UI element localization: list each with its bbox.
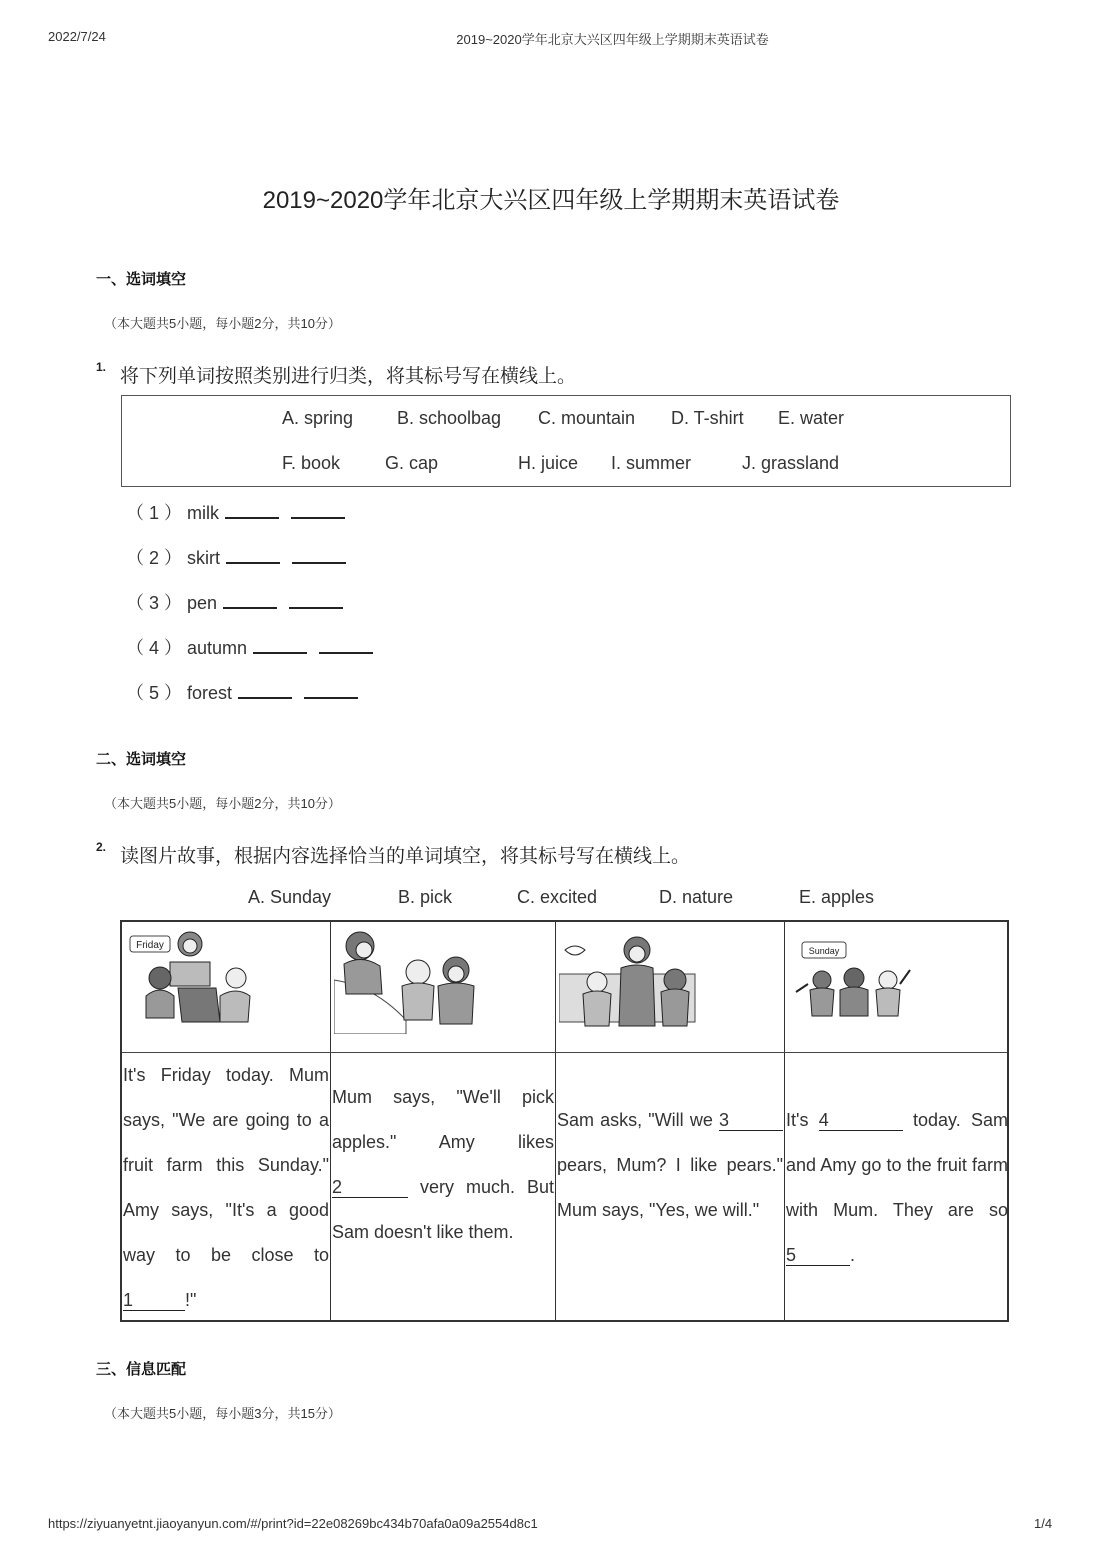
section1-heading: 一、选词填空: [96, 271, 187, 288]
word-option: I. summer: [611, 453, 692, 473]
document-title: 2019~2020学年北京大兴区四年级上学期期末英语试卷: [262, 187, 840, 214]
sunday-farm-picture: [788, 940, 914, 1022]
sub-question-label: （ 1 ） milk: [126, 503, 220, 523]
sub-question-label: （ 4 ） autumn: [126, 638, 248, 658]
section3-note: （本大题共5小题，每小题3分，共15分）: [104, 1406, 341, 1421]
sub-question-label: （ 5 ） forest: [126, 683, 233, 703]
question2-text: 读图片故事，根据内容选择恰当的单词填空，将其标号写在横线上。: [120, 846, 691, 867]
story-text: Mum says, "We'll pick apples." Amy likes: [332, 1087, 554, 1152]
story-cell-4: [785, 1098, 1009, 1278]
farm-question-picture: [559, 928, 699, 1032]
sub-question: [126, 499, 345, 525]
story-text: It's: [786, 1110, 809, 1130]
story-text: pears, Mum? I like pears." Mum says, "Yes, we will.": [557, 1155, 783, 1220]
word-option: B. pick: [398, 887, 453, 907]
section1-note: （本大题共5小题，每小题2分，共10分）: [104, 316, 341, 331]
answer-blank[interactable]: 5: [786, 1245, 850, 1266]
sub-question-label: （ 3 ） pen: [126, 593, 218, 613]
word-option: E. water: [778, 408, 845, 428]
word-option: C. mountain: [538, 408, 636, 428]
page-number: 1/4: [1034, 1516, 1053, 1531]
answer-blank[interactable]: [226, 548, 280, 564]
answer-blank[interactable]: [223, 593, 277, 609]
story-text: .: [850, 1245, 856, 1265]
sub-question-label: （ 2 ） skirt: [126, 548, 221, 568]
word-option: C. excited: [517, 887, 598, 907]
word-bank-box: [121, 395, 1011, 487]
answer-blank[interactable]: [292, 548, 346, 564]
answer-blank[interactable]: [253, 638, 307, 654]
word-option: E. apples: [799, 887, 875, 907]
sunday-sign-text: Sunday: [808, 946, 840, 956]
story-cell-3: [556, 1098, 784, 1233]
story-text: It's Friday today. Mum says, "We are going to a fruit farm this Sunday." Amy says, "It's a good way to be close to: [123, 1065, 329, 1265]
word-option: F. book: [282, 453, 341, 473]
answer-blank[interactable]: [304, 683, 358, 699]
sub-question: [126, 544, 346, 570]
answer-blank[interactable]: 4: [819, 1110, 903, 1131]
answer-blank[interactable]: [319, 638, 373, 654]
story-cell-1: [122, 1053, 330, 1323]
word-option: G. cap: [385, 453, 439, 473]
section2-note: （本大题共5小题，每小题2分，共10分）: [104, 796, 341, 811]
answer-blank[interactable]: [238, 683, 292, 699]
story-text: today. Sam and Amy go to the fruit farm with Mum. They are so: [786, 1110, 1008, 1220]
question2-number: 2.: [96, 840, 107, 854]
word-option: H. juice: [518, 453, 579, 473]
answer-blank[interactable]: [225, 503, 279, 519]
print-date: 2022/7/24: [48, 29, 106, 44]
section2-heading: 二、选词填空: [96, 751, 187, 768]
story-text: !": [185, 1290, 197, 1310]
sub-question: [126, 589, 343, 615]
sub-question: [126, 634, 373, 660]
footer-url[interactable]: https://ziyuanyetnt.jiaoyanyun.com/#/print?id=22e08269bc434b70afa0a09a2554d8c1: [48, 1516, 538, 1531]
answer-blank[interactable]: [291, 503, 345, 519]
story-text: very much. But Sam doesn't like them.: [332, 1177, 554, 1242]
answer-blank[interactable]: [289, 593, 343, 609]
story-cell-2: [331, 1075, 555, 1255]
question1-text: 将下列单词按照类别进行归类，将其标号写在横线上。: [120, 366, 577, 387]
answer-blank[interactable]: 2: [332, 1177, 408, 1198]
mum-kids-picture: [334, 924, 488, 1034]
sub-question: [126, 679, 358, 705]
answer-blank[interactable]: 1: [123, 1290, 185, 1311]
answer-blank[interactable]: 3: [719, 1110, 783, 1131]
word-option: A. spring: [282, 408, 354, 428]
question1-number: 1.: [96, 360, 107, 374]
section3-heading: 三、信息匹配: [96, 1361, 187, 1378]
friday-family-picture: [128, 926, 252, 1030]
word-option: A. Sunday: [248, 887, 332, 907]
picture-story-table: [120, 920, 1009, 1322]
print-header-title: 2019~2020学年北京大兴区四年级上学期期末英语试卷: [456, 32, 769, 47]
word-option: B. schoolbag: [397, 408, 502, 428]
friday-sign-text: Friday: [136, 940, 164, 951]
word-option: D. nature: [659, 887, 734, 907]
word-option: J. grassland: [742, 453, 840, 473]
story-text: Sam asks, "Will we: [557, 1110, 713, 1130]
word-option: D. T-shirt: [671, 408, 744, 428]
